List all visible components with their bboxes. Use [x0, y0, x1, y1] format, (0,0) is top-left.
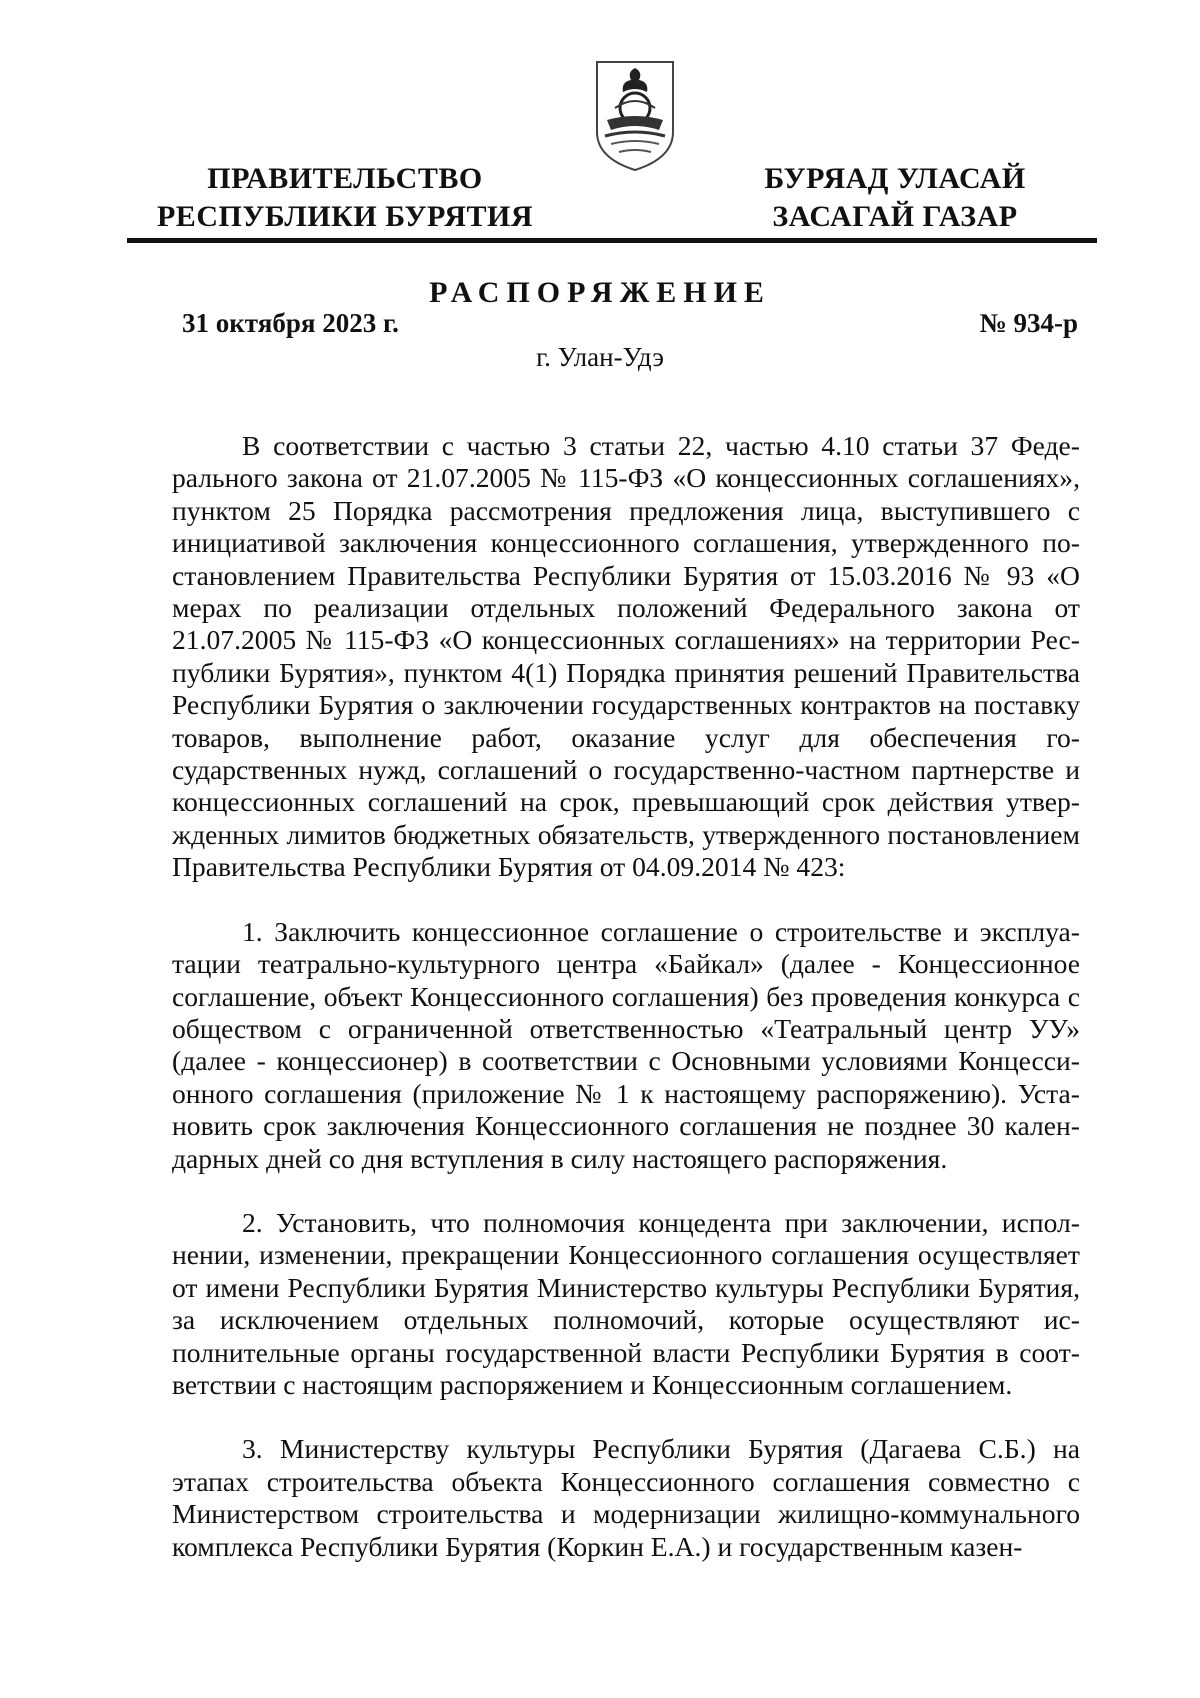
document-body — [172, 430, 1080, 1595]
paragraph-item-1: 1. Заключить концессионное соглашение о строительстве и эксплуатации театрально-культурного центра «Байкал» (далее - Концессионное соглашение, объект Концессионного соглашения) без проведения конкурса с обществом с ограниченной ответственностью «Театральный центр УУ» (далее - концессионер) в соответствии с Основными условиями Концессионного соглашения (приложение № 1 к настоящему распоряжению). Установить срок заключения Концессионного соглашения не позднее 30 календарных дней со дня вступления в силу настоящего распоряжения. — [172, 915, 1080, 1174]
coat-of-arms-icon — [593, 58, 677, 172]
org-left-line2: РЕСПУБЛИКИ БУРЯТИЯ — [156, 200, 534, 233]
org-right-line1: БУРЯАД УЛАСАЙ — [764, 162, 1026, 195]
header-divider — [127, 238, 1097, 243]
document-city: г. Улан-Удэ — [536, 342, 664, 372]
paragraph-item-3: 3. Министерству культуры Республики Бурятия (Дагаева С.Б.) на этапах строительства объекта Концессионного соглашения совместно с Министерством строительства и модернизации жилищно-коммунального комплекса Республики Бурятия (Коркин Е.А.) и государственным казен- — [172, 1433, 1080, 1562]
document-type: РАСПОРЯЖЕНИЕ — [429, 276, 771, 309]
org-name-buryat — [730, 160, 1060, 236]
org-left-line1: ПРАВИТЕЛЬСТВО — [207, 162, 483, 195]
paragraph-item-2: 2. Установить, что полномочия концедента при заключении, исполнении, изменении, прекращении Концессионного соглашения осуществляет от имени Республики Бурятия Министерство культуры Республики Бурятия, за исключением отдельных полномочий, которые осуществляют исполнительные органы государственной власти Республики Бурятия в соответствии с настоящим распоряжением и Концессионным соглашением. — [172, 1206, 1080, 1400]
org-right-line2: ЗАСАГАЙ ГАЗАР — [772, 200, 1018, 233]
document-number: № 934-р — [979, 308, 1078, 338]
org-name-russian — [150, 160, 540, 236]
document-date: 31 октября 2023 г. — [182, 308, 399, 338]
paragraph-preamble: В соответствии с частью 3 статьи 22, частью 4.10 статьи 37 Федерального закона от 21.07.2005 № 115-ФЗ «О концессионных соглашениях», пунктом 25 Порядка рассмотрения предложения лица, выступившего с инициативой заключения концессионного соглашения, утвержденного постановлением Правительства Республики Бурятия от 15.03.2016 № 93 «О мерах по реализации отдельных положений Федерального закона от 21.07.2005 № 115-ФЗ «О концессионных соглашениях» на территории Республики Бурятия», пунктом 4(1) Порядка принятия решений Правительства Республики Бурятия о заключении государственных контрактов на поставку товаров, выполнение работ, оказание услуг для обеспечения государственных нужд, соглашений о государственно-частном партнерстве и концессионных соглашений на срок, превышающий срок действия утвержденных лимитов бюджетных обязательств, утвержденного постановлением Правительства Республики Бурятия от 04.09.2014 № 423: — [172, 430, 1080, 883]
